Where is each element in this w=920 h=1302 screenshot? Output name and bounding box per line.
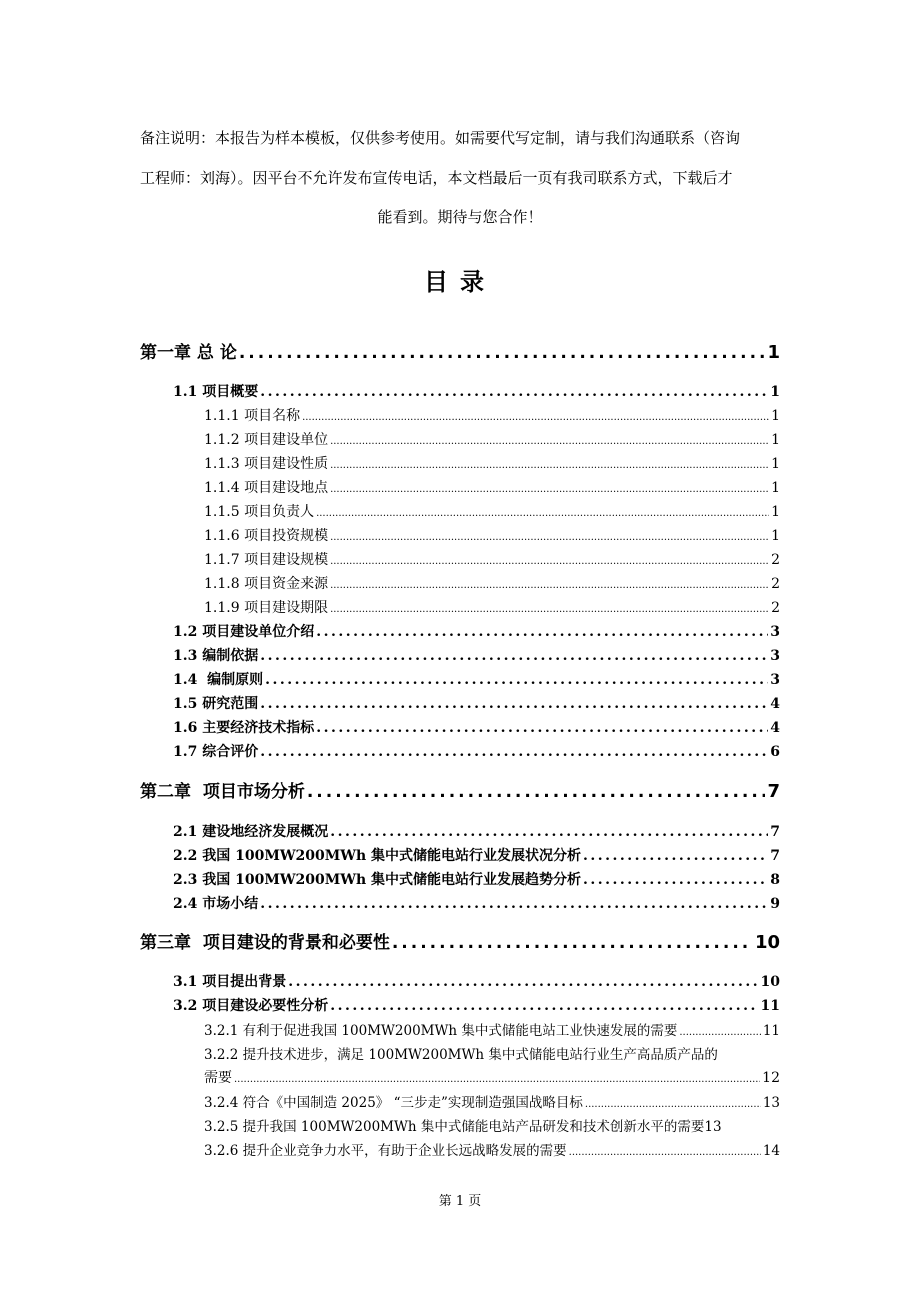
toc-section-1-1[interactable] [173,381,780,401]
toc-subsection-1-1-7[interactable] [204,549,780,569]
toc-page: 9 [770,896,780,912]
toc-subsection-3-2-6[interactable] [204,1139,780,1159]
toc-label: 1.4 编制原则 [173,672,264,688]
page-footer: 第 1 页 [438,1194,482,1209]
toc-section-1-4[interactable] [173,669,780,689]
toc-page: 13 [762,1095,780,1111]
toc-section-3-1[interactable] [173,971,780,991]
toc-label: 3.2.5 提升我国 100MW200MWh 集中式储能电站产品研发和技术创新水平的需要 [204,1119,705,1135]
toc-label: 需要 [204,1070,232,1086]
toc-page: 11 [760,998,780,1014]
toc-section-1-6[interactable] [173,717,780,737]
toc-label: 1.1.2 项目建设单位 [204,432,329,448]
toc-page: 10 [754,932,780,953]
toc-page: 13 [704,1119,722,1135]
toc-label: 1.1.3 项目建设性质 [204,456,329,472]
toc-label: 1.1.5 项目负责人 [204,504,315,520]
toc-label: 2.4 市场小结 [173,896,259,912]
toc-page: 2 [771,600,780,616]
toc-subsection-1-1-8[interactable] [204,573,780,593]
toc-page: 3 [770,648,780,664]
toc-label: 1.5 研究范围 [173,696,259,712]
toc-label: 1.3 编制依据 [173,648,259,664]
toc-label: 1.1.6 项目投资规模 [204,528,329,544]
toc-page: 7 [770,848,780,864]
toc-label: 3.2 项目建设必要性分析 [173,998,329,1014]
toc-chapter-2[interactable] [140,777,780,802]
toc-label: 第一章 总 论 [140,343,237,363]
toc-subsection-1-1-5[interactable] [204,501,780,521]
toc-page: 1 [771,504,780,520]
toc-section-2-2[interactable] [173,845,780,865]
toc-subsection-1-1-3[interactable] [204,453,780,473]
toc-page: 14 [762,1143,780,1159]
toc-section-2-4[interactable] [173,893,780,913]
toc-label: 1.1.7 项目建设规模 [204,552,329,568]
toc-label: 第二章 项目市场分析 [140,782,305,802]
toc-page: 2 [771,552,780,568]
page-title: 目录 [424,268,496,296]
toc-page: 10 [760,974,780,990]
toc-section-3-2[interactable] [173,995,780,1015]
toc-subsection-1-1-6[interactable] [204,525,780,545]
toc-page: 6 [770,744,780,760]
toc-section-1-7[interactable] [173,741,780,761]
toc-label: 3.1 项目提出背景 [173,974,287,990]
toc-subsection-3-2-1[interactable] [204,1019,780,1039]
note-line-1: 备注说明：本报告为样本模板，仅供参考使用。如需要代写定制，请与我们沟通联系（咨询 [140,129,741,147]
toc-label: 1.1 项目概要 [173,384,259,400]
toc-page: 4 [770,696,780,712]
toc-page: 1 [771,432,780,448]
toc-page: 1 [771,456,780,472]
toc-page: 11 [762,1023,780,1039]
toc-label: 1.1.8 项目资金来源 [204,576,329,592]
toc-label: 2.2 我国 100MW200MWh 集中式储能电站行业发展状况分析 [173,848,582,864]
toc-label: 1.7 综合评价 [173,744,259,760]
toc-section-1-5[interactable] [173,693,780,713]
toc-label: 3.2.4 符合《中国制造 2025》 “三步走”实现制造强国战略目标 [204,1095,583,1111]
toc-label: 第三章 项目建设的背景和必要性 [140,933,390,953]
toc-page: 8 [770,872,780,888]
toc-section-2-1[interactable] [173,821,780,841]
toc-subsection-3-2-2-line1[interactable]: 3.2.2 提升技术进步，满足 100MW200MWh 集中式储能电站行业生产高品质产品的 [204,1047,718,1063]
toc-label: 1.1.1 项目名称 [204,408,301,424]
toc-label: 1.6 主要经济技术指标 [173,720,315,736]
toc-label: 1.1.9 项目建设期限 [204,600,329,616]
toc-page: 7 [767,781,780,802]
toc-section-1-3[interactable] [173,645,780,665]
toc-subsection-1-1-4[interactable] [204,477,780,497]
toc-subsection-1-1-2[interactable] [204,429,780,449]
toc-label: 1.1.4 项目建设地点 [204,480,329,496]
toc-subsection-1-1-1[interactable] [204,405,780,425]
toc-page: 1 [770,384,780,400]
toc-label: 3.2.1 有利于促进我国 100MW200MWh 集中式储能电站工业快速发展的需要 [204,1023,678,1039]
toc-page: 1 [771,528,780,544]
note-line-2: 工程师：刘海）。因平台不允许发布宣传电话，本文档最后一页有我司联系方式，下载后才 [140,169,733,187]
toc-page: 3 [770,624,780,640]
note-line-3: 能看到。期待与您合作！ [377,208,543,226]
toc-label: 2.1 建设地经济发展概况 [173,824,329,840]
toc-page: 7 [770,824,780,840]
toc-chapter-3[interactable] [140,928,780,953]
toc-label: 3.2.6 提升企业竞争力水平，有助于企业长远战略发展的需要 [204,1143,567,1159]
toc-page: 1 [771,480,780,496]
toc-chapter-1[interactable] [140,338,780,363]
toc-section-1-2[interactable] [173,621,780,641]
toc-label: 2.3 我国 100MW200MWh 集中式储能电站行业发展趋势分析 [173,872,582,888]
toc-section-2-3[interactable] [173,869,780,889]
toc-subsection-3-2-5[interactable] [204,1115,788,1135]
toc-label: 1.2 项目建设单位介绍 [173,624,315,640]
toc-page: 3 [770,672,780,688]
toc-subsection-3-2-4[interactable] [204,1091,780,1111]
toc-page: 1 [771,408,780,424]
toc-page: 4 [770,720,780,736]
toc-page: 2 [771,576,780,592]
toc-page: 12 [762,1070,780,1086]
toc-subsection-1-1-9[interactable] [204,597,780,617]
toc-page: 1 [767,342,780,363]
toc-subsection-3-2-2[interactable] [204,1067,780,1087]
